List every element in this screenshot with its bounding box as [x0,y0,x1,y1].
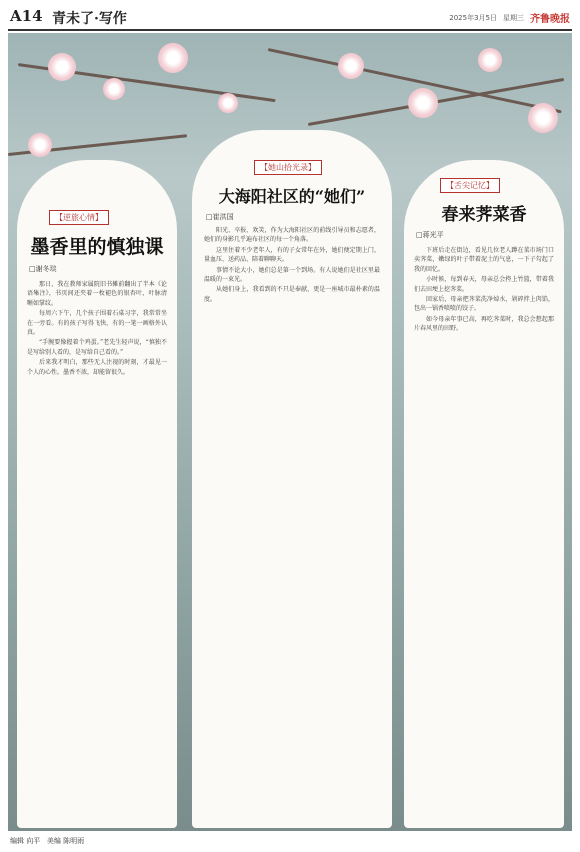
column-tag: 【逆旅心情】 [49,210,109,225]
issue-weekday: 星期三 [503,13,524,22]
page-header [0,0,580,30]
paragraph: 从她们身上，我看到的不只是奉献，更是一座城市最朴素的温度。 [204,286,380,303]
paragraph: 后来我才明白，那些无人注视的时刻，才最见一个人的心性。墨香不浓，却能留很久。 [27,359,167,376]
article-card-middle [192,130,392,828]
column-tag: 【舌尖记忆】 [440,178,500,193]
editor-credit: 编辑 向平 [10,837,41,845]
blossom-shape [338,53,364,79]
header-rule [8,29,572,31]
blossom-shape [48,53,76,81]
paragraph: 这里住着不少老年人，有的子女常年在外，她们便定期上门，量血压、送药品、陪着聊聊天。 [204,246,380,264]
blossom-shape [28,133,52,157]
paragraph: 阳光、卒报、欢笑，作为大海阳社区的前线引导员和志愿者，她们的身影几乎遍布社区的每一个角落。 [204,227,380,244]
blossom-shape [103,78,125,100]
designer-credit: 美编 陈明雨 [46,837,85,845]
article-body [27,280,167,820]
byline: □谢冬琰 [29,265,57,273]
page-footer [10,836,84,846]
section-title: 青未了·写作 [52,11,127,27]
paragraph: 下班后走在街边，看见几位老人蹲在菜市场门口卖荠菜，嫩绿的叶子带着泥土的气息，一下子勾起了我的回忆。 [414,247,554,273]
blossom-shape [478,48,502,72]
article-card-left [17,160,177,828]
page-number: A14 [10,7,43,25]
issue-meta [449,10,570,25]
paragraph: “手腕要像握着个鸡蛋。”老先生轻声说，“慎独不是写给别人看的，是写给自己看的。” [27,339,167,356]
column-tag: 【她山拾光录】 [254,160,322,175]
paragraph: 如今母亲年事已高，再吃荠菜时，我总会想起那片春风里的田野。 [414,315,554,333]
paragraph: 小时候，每到春天，母亲总会挎上竹篮，带着我们去田埂上挖荠菜。 [414,276,554,293]
paragraph: 回家后，母亲把荠菜洗净焯水，剁碎拌上肉馅，包出一锅香喷喷的饺子。 [414,296,554,313]
blossom-shape [158,43,188,73]
issue-date: 2025年3月5日 [449,13,497,22]
article-body [204,226,380,816]
byline: □蒋光平 [416,231,444,239]
article-card-right [404,160,564,828]
article-title: 墨香里的慎独课 [30,236,164,258]
paragraph: 事情不论大小，她们总是第一个到场。有人说她们是社区里最温暖的一束光。 [204,266,380,284]
paragraph: 那日，我在教师家属院旧书摊前翻出了半本《论语集注》，书页间还夹着一枚褪色的银杏叶，叶脉清晰如掌纹。 [27,281,167,307]
blossom-shape [408,88,438,118]
newspaper-logo: 齐鲁晚报 [530,14,570,25]
blossom-shape [218,93,238,113]
article-body [414,246,554,816]
blossom-shape [528,103,558,133]
byline: □崔洪国 [206,213,234,221]
article-title: 春来荠菜香 [441,205,527,225]
paragraph: 每周六下午，几个孩子围着石桌习字，我常常坐在一旁看。有的孩子写得飞快，有的一笔一画格外认真。 [27,310,167,337]
article-title: 大海阳社区的“她们” [218,187,366,206]
